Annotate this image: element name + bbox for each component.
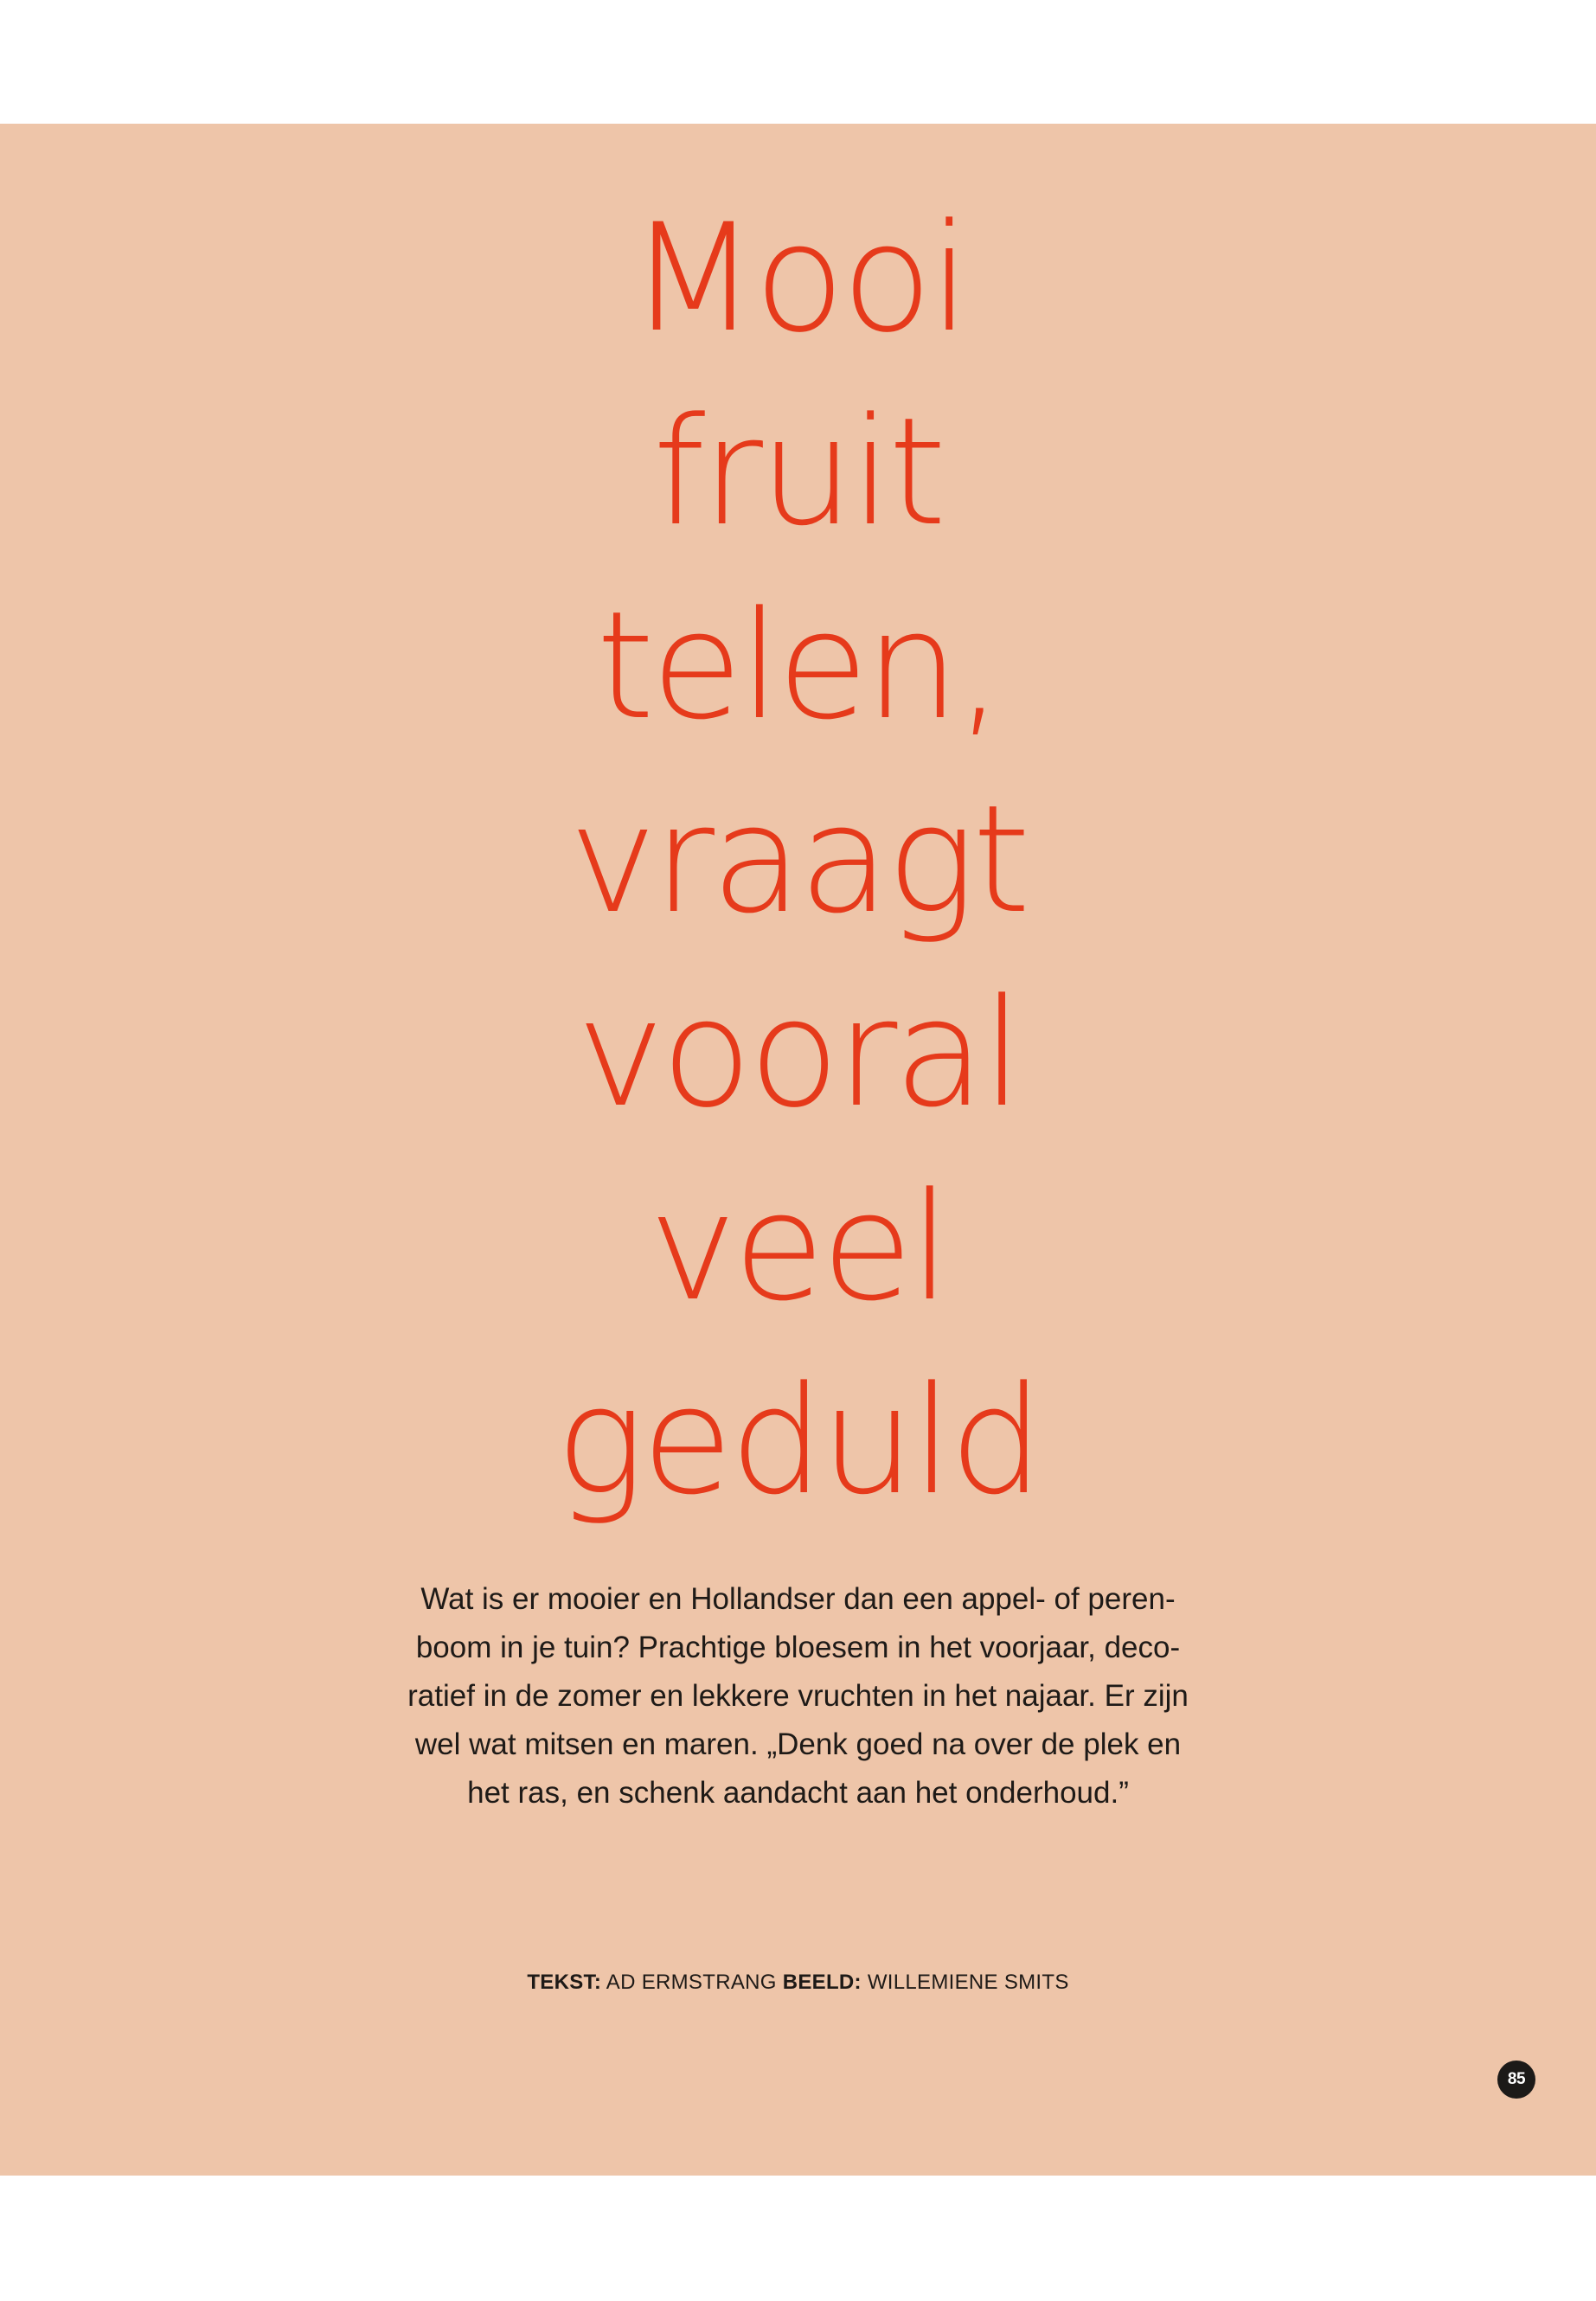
headline-line: veel <box>648 1160 948 1334</box>
image-credit-label: BEELD: <box>782 1971 862 1994</box>
text-credit-author: AD ERMSTRANG <box>606 1971 777 1994</box>
page-number-badge: 85 <box>1497 2061 1535 2099</box>
headline-line: geduld <box>555 1354 1041 1528</box>
credits-line <box>0 1970 1596 1996</box>
headline-line: vraagt <box>568 772 1028 946</box>
headline <box>0 182 1596 1538</box>
intro-line: wel wat mitsen en maren. „Denk goed na over de plek en <box>414 1727 1182 1761</box>
headline-line: Mooi <box>629 191 967 365</box>
intro-line: boom in je tuin? Prachtige bloesem in het voorjaar, deco- <box>415 1631 1181 1664</box>
headline-line: fruit <box>652 385 944 559</box>
intro-paragraph <box>363 1575 1233 1817</box>
headline-line: vooral <box>576 966 1020 1140</box>
intro-line: het ras, en schenk aandacht aan het onderhoud.” <box>467 1776 1129 1810</box>
intro-line: ratief in de zomer en lekkere vruchten in het najaar. Er zijn <box>407 1679 1189 1713</box>
text-credit-label: TEKST: <box>527 1971 602 1994</box>
headline-line: telen, <box>596 579 1000 753</box>
image-credit-author: WILLEMIENE SMITS <box>867 1971 1069 1994</box>
intro-line: Wat is er mooier en Hollandser dan een appel- of peren- <box>420 1582 1176 1616</box>
